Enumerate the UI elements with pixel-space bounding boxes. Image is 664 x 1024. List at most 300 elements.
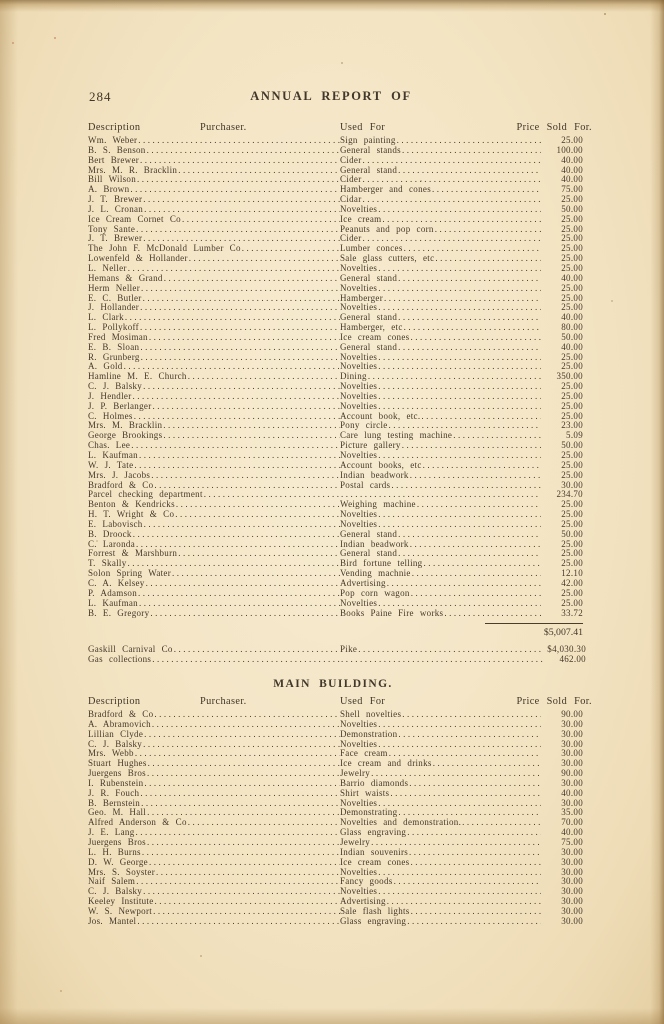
dot-leader [182, 215, 340, 225]
used-for-cell: Indian souvenirs ..... [340, 848, 541, 858]
price-cell: 30.00 [561, 905, 583, 916]
used-for-cell: Postal cards ..... [340, 481, 541, 491]
table-row [88, 877, 583, 887]
price-cell: 40.00 [561, 787, 583, 798]
dot-leader [432, 185, 541, 195]
table-row [88, 490, 583, 500]
dot-leader [378, 402, 541, 412]
dot-leader [378, 392, 541, 402]
price-cell: 30.00 [561, 846, 583, 857]
used-for-cell: Cider ..... [340, 234, 541, 244]
table-row [88, 156, 583, 166]
table-row [88, 779, 583, 789]
table-row [88, 284, 583, 294]
dot-leader [402, 146, 541, 156]
used-for-cell [340, 490, 541, 500]
description-cell: B. Bernstein ..... [88, 799, 340, 809]
dot-leader [398, 808, 541, 818]
table-row [88, 343, 583, 353]
dot-leader [412, 569, 541, 579]
description-cell: C. J. Balsky ..... [88, 740, 340, 750]
dot-leader [435, 225, 541, 235]
dot-leader [378, 720, 541, 730]
dot-leader [398, 274, 541, 284]
column-header-purchaser: Purchaser. [200, 696, 247, 708]
dot-leader [133, 392, 341, 402]
table-row [88, 789, 583, 799]
column-header-purchaser: Purchaser. [200, 122, 247, 133]
used-for-cell: Novelties ..... [340, 740, 541, 750]
used-for-cell: Ice cream cones ..... [340, 333, 541, 343]
dot-leader [402, 710, 541, 720]
description-cell: Juergens Bros ..... [88, 769, 340, 779]
dot-leader [397, 136, 541, 146]
table-row [88, 559, 583, 569]
table-row [88, 274, 583, 284]
dot-leader [378, 284, 541, 294]
dot-leader [140, 789, 340, 799]
dot-leader [378, 362, 541, 372]
description-cell: The John F. McDonald Lumber Co ..... [88, 244, 340, 254]
used-for-cell: General stand ..... [340, 549, 541, 559]
price-cell: 30.00 [561, 718, 583, 729]
dot-leader [163, 421, 340, 431]
table-row [88, 569, 583, 579]
table-row [88, 205, 583, 215]
description-cell: Mrs. M. R. Bracklin ..... [88, 166, 340, 176]
dot-leader [148, 759, 340, 769]
used-for-cell: Novelties ..... [340, 887, 541, 897]
dot-leader [147, 146, 340, 156]
dot-leader [411, 589, 541, 599]
description-cell: Geo. M. Hall ..... [88, 808, 340, 818]
price-cell: 25.00 [561, 282, 583, 293]
price-cell: 33.72 [561, 607, 583, 618]
description-cell: A. Abramovich ..... [88, 720, 340, 730]
paper-speckles [0, 0, 2, 2]
description-cell: J. L. Cronan ..... [88, 205, 340, 215]
price-cell: 25.00 [561, 223, 583, 234]
table-row [88, 759, 583, 769]
used-for-cell: Advertising ..... [340, 897, 541, 907]
used-for-cell: Cidar ..... [340, 195, 541, 205]
price-cell: 40.00 [561, 341, 583, 352]
table-row [88, 740, 583, 750]
description-cell: E. B. Sloan ..... [88, 343, 340, 353]
dot-leader [140, 323, 340, 333]
description-cell: C. Holmes ..... [88, 412, 340, 422]
dot-leader [174, 645, 340, 655]
used-for-cell: Novelties ..... [340, 451, 541, 461]
dot-leader [142, 848, 340, 858]
price-cell: 42.00 [561, 577, 583, 588]
table-row [88, 828, 583, 838]
table-row [88, 710, 583, 720]
table-row [88, 848, 583, 858]
description-cell: Gaskill Carnival Co ..... [88, 645, 340, 655]
used-for-cell: Novelties ..... [340, 402, 541, 412]
description-cell: A. Gold ..... [88, 362, 340, 372]
table-row [88, 799, 583, 809]
description-cell: A. Brown ..... [88, 185, 340, 195]
dot-leader [394, 877, 541, 887]
dot-leader [137, 917, 340, 927]
description-cell: Keeley Institute ..... [88, 897, 340, 907]
used-for-cell: Novelties ..... [340, 284, 541, 294]
dot-leader [141, 799, 340, 809]
price-cell: 30.00 [561, 777, 583, 788]
price-cell: 40.00 [561, 164, 583, 175]
dot-leader [140, 303, 340, 313]
page-number: 284 [89, 89, 112, 104]
dot-leader [136, 225, 340, 235]
dot-leader [398, 730, 541, 740]
scan-edge-bottom [0, 1008, 664, 1024]
description-cell: W. S. Newport ..... [88, 907, 340, 917]
used-for-cell: Account book, etc. ..... [340, 412, 541, 422]
description-cell: W. J. Tate ..... [88, 461, 340, 471]
table-row [88, 412, 583, 422]
price-cell: 50.00 [561, 331, 583, 342]
description-cell: P. Adamson ..... [88, 589, 340, 599]
page-title: ANNUAL REPORT OF [250, 89, 412, 103]
description-cell: C. J. Balsky ..... [88, 887, 340, 897]
table-row [88, 244, 583, 254]
used-for-cell: Picture gallery ..... [340, 441, 541, 451]
description-cell: C. A. Kelsey ..... [88, 579, 340, 589]
dot-leader [404, 323, 541, 333]
dot-leader [378, 887, 541, 897]
price-cell: 25.00 [561, 233, 583, 244]
price-cell: 25.00 [561, 262, 583, 273]
used-for-cell: Novelties ..... [340, 520, 541, 530]
dot-leader [410, 540, 541, 550]
dot-leader [421, 412, 541, 422]
description-cell: B. E. Gregory ..... [88, 609, 340, 619]
used-for-cell: Face cream ..... [340, 749, 541, 759]
description-cell: B. S. Benson ..... [88, 146, 340, 156]
dot-leader [144, 779, 340, 789]
table-row [88, 353, 583, 363]
dot-leader [378, 510, 541, 520]
dot-leader [164, 274, 340, 284]
price-cell: 25.00 [561, 253, 583, 264]
dot-leader [423, 461, 541, 471]
column-header-price: Price Sold For. [516, 696, 592, 708]
description-cell: Lowenfeld & Hollander ..... [88, 254, 340, 264]
table-row [88, 549, 583, 559]
dot-leader [378, 303, 541, 313]
description-cell: J. R. Fouch ..... [88, 789, 340, 799]
used-for-cell: Account books, etc ..... [340, 461, 541, 471]
used-for-cell: Pop corn wagon ..... [340, 589, 541, 599]
dot-leader [141, 353, 340, 363]
description-cell: Mrs. Webb ..... [88, 749, 340, 759]
dot-leader [398, 530, 541, 540]
description-cell: Mrs. S. Soyster ..... [88, 868, 340, 878]
privileges-table [88, 136, 592, 618]
table-column-headers [88, 122, 592, 133]
table-column-headers [88, 696, 592, 707]
dot-leader [138, 589, 340, 599]
table-row [88, 382, 583, 392]
used-for-cell: Novelties ..... [340, 353, 541, 363]
price-cell: 25.00 [561, 194, 583, 205]
dot-leader [387, 897, 541, 907]
dot-leader [424, 559, 542, 569]
price-cell: 35.00 [561, 807, 583, 818]
table-row [88, 808, 583, 818]
dot-leader [407, 828, 541, 838]
dot-leader [153, 907, 340, 917]
description-cell: Chas. Lee ..... [88, 441, 340, 451]
scan-edge-left [0, 0, 18, 1024]
column-header-used-for: Used For [340, 696, 386, 708]
table-row [88, 730, 583, 740]
dot-leader [156, 868, 340, 878]
table-row [88, 323, 583, 333]
dot-leader [153, 402, 341, 412]
dot-leader [149, 858, 340, 868]
dot-leader [143, 195, 340, 205]
description-cell: Herm Neller ..... [88, 284, 340, 294]
table-row [88, 589, 583, 599]
table-row [88, 887, 583, 897]
dot-leader [409, 779, 541, 789]
description-cell: Alfred Anderson & Co ..... [88, 818, 340, 828]
table-row [88, 451, 583, 461]
description-cell: Hamline M. E. Church ..... [88, 372, 340, 382]
used-for-cell: Cider ..... [340, 156, 541, 166]
price-cell: 30.00 [561, 856, 583, 867]
used-for-cell: General stand ..... [340, 313, 541, 323]
dot-leader [398, 313, 541, 323]
used-for-cell: Peanuts and pop corn ..... [340, 225, 541, 235]
dot-leader [154, 481, 340, 491]
used-for-cell: Novelties ..... [340, 205, 541, 215]
used-for-cell: Hamberger and cones ..... [340, 185, 541, 195]
price-cell: 40.00 [561, 272, 583, 283]
dot-leader [140, 156, 340, 166]
dot-leader [398, 166, 541, 176]
price-cell: 25.00 [561, 538, 583, 549]
dot-leader [147, 769, 340, 779]
table-row [88, 599, 583, 609]
dot-leader [368, 372, 541, 382]
table-row [88, 769, 583, 779]
dot-leader [188, 372, 340, 382]
price-cell: 40.00 [561, 154, 583, 165]
dot-leader [178, 166, 340, 176]
dot-leader [378, 868, 541, 878]
description-cell: C. J. Balsky ..... [88, 382, 340, 392]
dot-leader [371, 769, 541, 779]
dot-leader [462, 818, 541, 828]
used-for-cell: Sale glass cutters, etc ..... [340, 254, 541, 264]
used-for-cell: Dining ..... [340, 372, 541, 382]
used-for-cell: Jewelry ..... [340, 769, 541, 779]
description-cell: J. T. Brewer ..... [88, 195, 340, 205]
description-cell: Bill Wilson ..... [88, 175, 340, 185]
table-row [88, 333, 583, 343]
price-cell: 25.00 [561, 509, 583, 520]
table-row [88, 136, 583, 146]
description-cell: H. T. Wright & Co ..... [88, 510, 340, 520]
dot-leader [382, 215, 541, 225]
dot-leader [155, 897, 340, 907]
description-cell: Solon Spring Water ..... [88, 569, 340, 579]
table-row [88, 749, 583, 759]
table-row [88, 166, 583, 176]
dot-leader [176, 500, 340, 510]
description-cell: Stuart Hughes ..... [88, 759, 340, 769]
description-cell: Fred Mosiman ..... [88, 333, 340, 343]
dot-leader [409, 848, 541, 858]
price-cell: 5.09 [566, 430, 583, 441]
description-cell: Gas collections ..... [88, 655, 340, 665]
price-cell: 100.00 [556, 144, 583, 155]
description-cell: E. C. Butler ..... [88, 294, 340, 304]
used-for-cell: General stand ..... [340, 343, 541, 353]
used-for-cell: Pike ..... [340, 645, 543, 655]
price-cell: 90.00 [561, 709, 583, 720]
description-cell: Hemans & Grand ..... [88, 274, 340, 284]
dot-leader [178, 549, 340, 559]
column-header-description: Description [88, 696, 141, 708]
dot-leader [407, 917, 541, 927]
dot-leader [389, 421, 541, 431]
used-for-cell: Novelties ..... [340, 382, 541, 392]
description-cell: Bradford & Co ..... [88, 710, 340, 720]
table-row [88, 303, 583, 313]
used-for-cell: Novelties ..... [340, 868, 541, 878]
used-for-cell: Pony circle ..... [340, 421, 541, 431]
dot-leader [363, 195, 542, 205]
description-cell: J. P. Berlanger ..... [88, 402, 340, 412]
table-row [88, 264, 583, 274]
price-cell: 12.10 [561, 568, 583, 579]
dot-leader [125, 313, 340, 323]
price-cell: 30.00 [561, 915, 583, 926]
description-cell: Tony Sante ..... [88, 225, 340, 235]
price-cell: 234.70 [556, 489, 583, 500]
table-row [88, 907, 583, 917]
description-cell: I. Rubenstein ..... [88, 779, 340, 789]
dot-leader [390, 789, 541, 799]
page-header [88, 89, 592, 103]
table-row [88, 868, 583, 878]
table-row [88, 500, 583, 510]
table-row [88, 520, 583, 530]
table-row [88, 481, 583, 491]
price-cell: 25.00 [561, 302, 583, 313]
description-cell: B. Droock ..... [88, 530, 340, 540]
table-row [88, 234, 583, 244]
used-for-cell: Novelties ..... [340, 510, 541, 520]
price-cell: 50.00 [561, 440, 583, 451]
used-for-cell: Novelties ..... [340, 392, 541, 402]
price-cell: 25.00 [561, 548, 583, 559]
dot-leader [433, 759, 541, 769]
used-for-cell: Novelties ..... [340, 720, 541, 730]
price-cell: 30.00 [561, 866, 583, 877]
used-for-cell: Ice cream and drinks ..... [340, 759, 541, 769]
table-row [88, 818, 583, 828]
dot-leader [363, 175, 542, 185]
table-row [88, 185, 583, 195]
table-row [88, 225, 583, 235]
table-row [88, 858, 583, 868]
dot-leader [149, 333, 340, 343]
description-cell: L. Kaufman ..... [88, 451, 340, 461]
price-cell: 25.00 [561, 499, 583, 510]
price-cell: 25.00 [561, 450, 583, 460]
table-row [88, 540, 583, 550]
description-cell: J. Hollander ..... [88, 303, 340, 313]
price-cell: 30.00 [561, 876, 583, 887]
description-cell: Bradford & Co ..... [88, 481, 340, 491]
used-for-cell: Novelties ..... [340, 599, 541, 609]
table-row [88, 175, 583, 185]
used-for-cell: Bird fortune telling ..... [340, 559, 541, 569]
dot-leader [398, 549, 541, 559]
description-cell: George Brookings ..... [88, 431, 340, 441]
dot-leader [378, 264, 541, 274]
dot-leader [138, 136, 340, 146]
dot-leader [147, 808, 340, 818]
dot-leader [143, 382, 340, 392]
table-row [88, 917, 583, 927]
price-cell: 25.00 [561, 518, 583, 529]
used-for-cell: Sign painting ..... [340, 136, 541, 146]
dot-leader [141, 284, 340, 294]
dot-leader [128, 264, 340, 274]
dot-leader [143, 887, 340, 897]
price-cell: 75.00 [561, 184, 583, 195]
price-cell: 30.00 [561, 738, 583, 749]
table-row [88, 897, 583, 907]
price-cell: 30.00 [561, 748, 583, 759]
dot-leader [144, 520, 340, 530]
used-for-cell: Vending machnie ..... [340, 569, 541, 579]
used-for-cell: Care lung testing machine ..... [340, 431, 541, 441]
price-cell: 30.00 [561, 886, 583, 897]
price-cell: 30.00 [561, 728, 583, 739]
price-cell: 75.00 [561, 837, 583, 847]
dot-leader [140, 343, 340, 353]
description-cell: Lillian Clyde ..... [88, 730, 340, 740]
dot-leader [378, 799, 541, 809]
used-for-cell: Barrio diamonds ..... [340, 779, 541, 789]
dot-leader [371, 838, 541, 848]
dot-leader [172, 569, 340, 579]
used-for-cell: Advertising ..... [340, 579, 541, 589]
scan-edge-right [650, 0, 664, 1024]
dot-leader [363, 156, 542, 166]
description-cell: Wm. Weber ..... [88, 136, 340, 146]
price-cell: 462.00 [559, 654, 586, 665]
dot-leader [130, 185, 340, 195]
description-cell: D. W. George ..... [88, 858, 340, 868]
dot-leader [378, 599, 541, 609]
price-cell: 30.00 [561, 896, 583, 907]
dot-leader [150, 609, 340, 619]
description-cell: L. Pollykoff ..... [88, 323, 340, 333]
table-row [88, 720, 583, 730]
dot-leader [152, 655, 340, 665]
price-cell: 30.00 [561, 479, 583, 490]
dot-leader [358, 645, 543, 655]
